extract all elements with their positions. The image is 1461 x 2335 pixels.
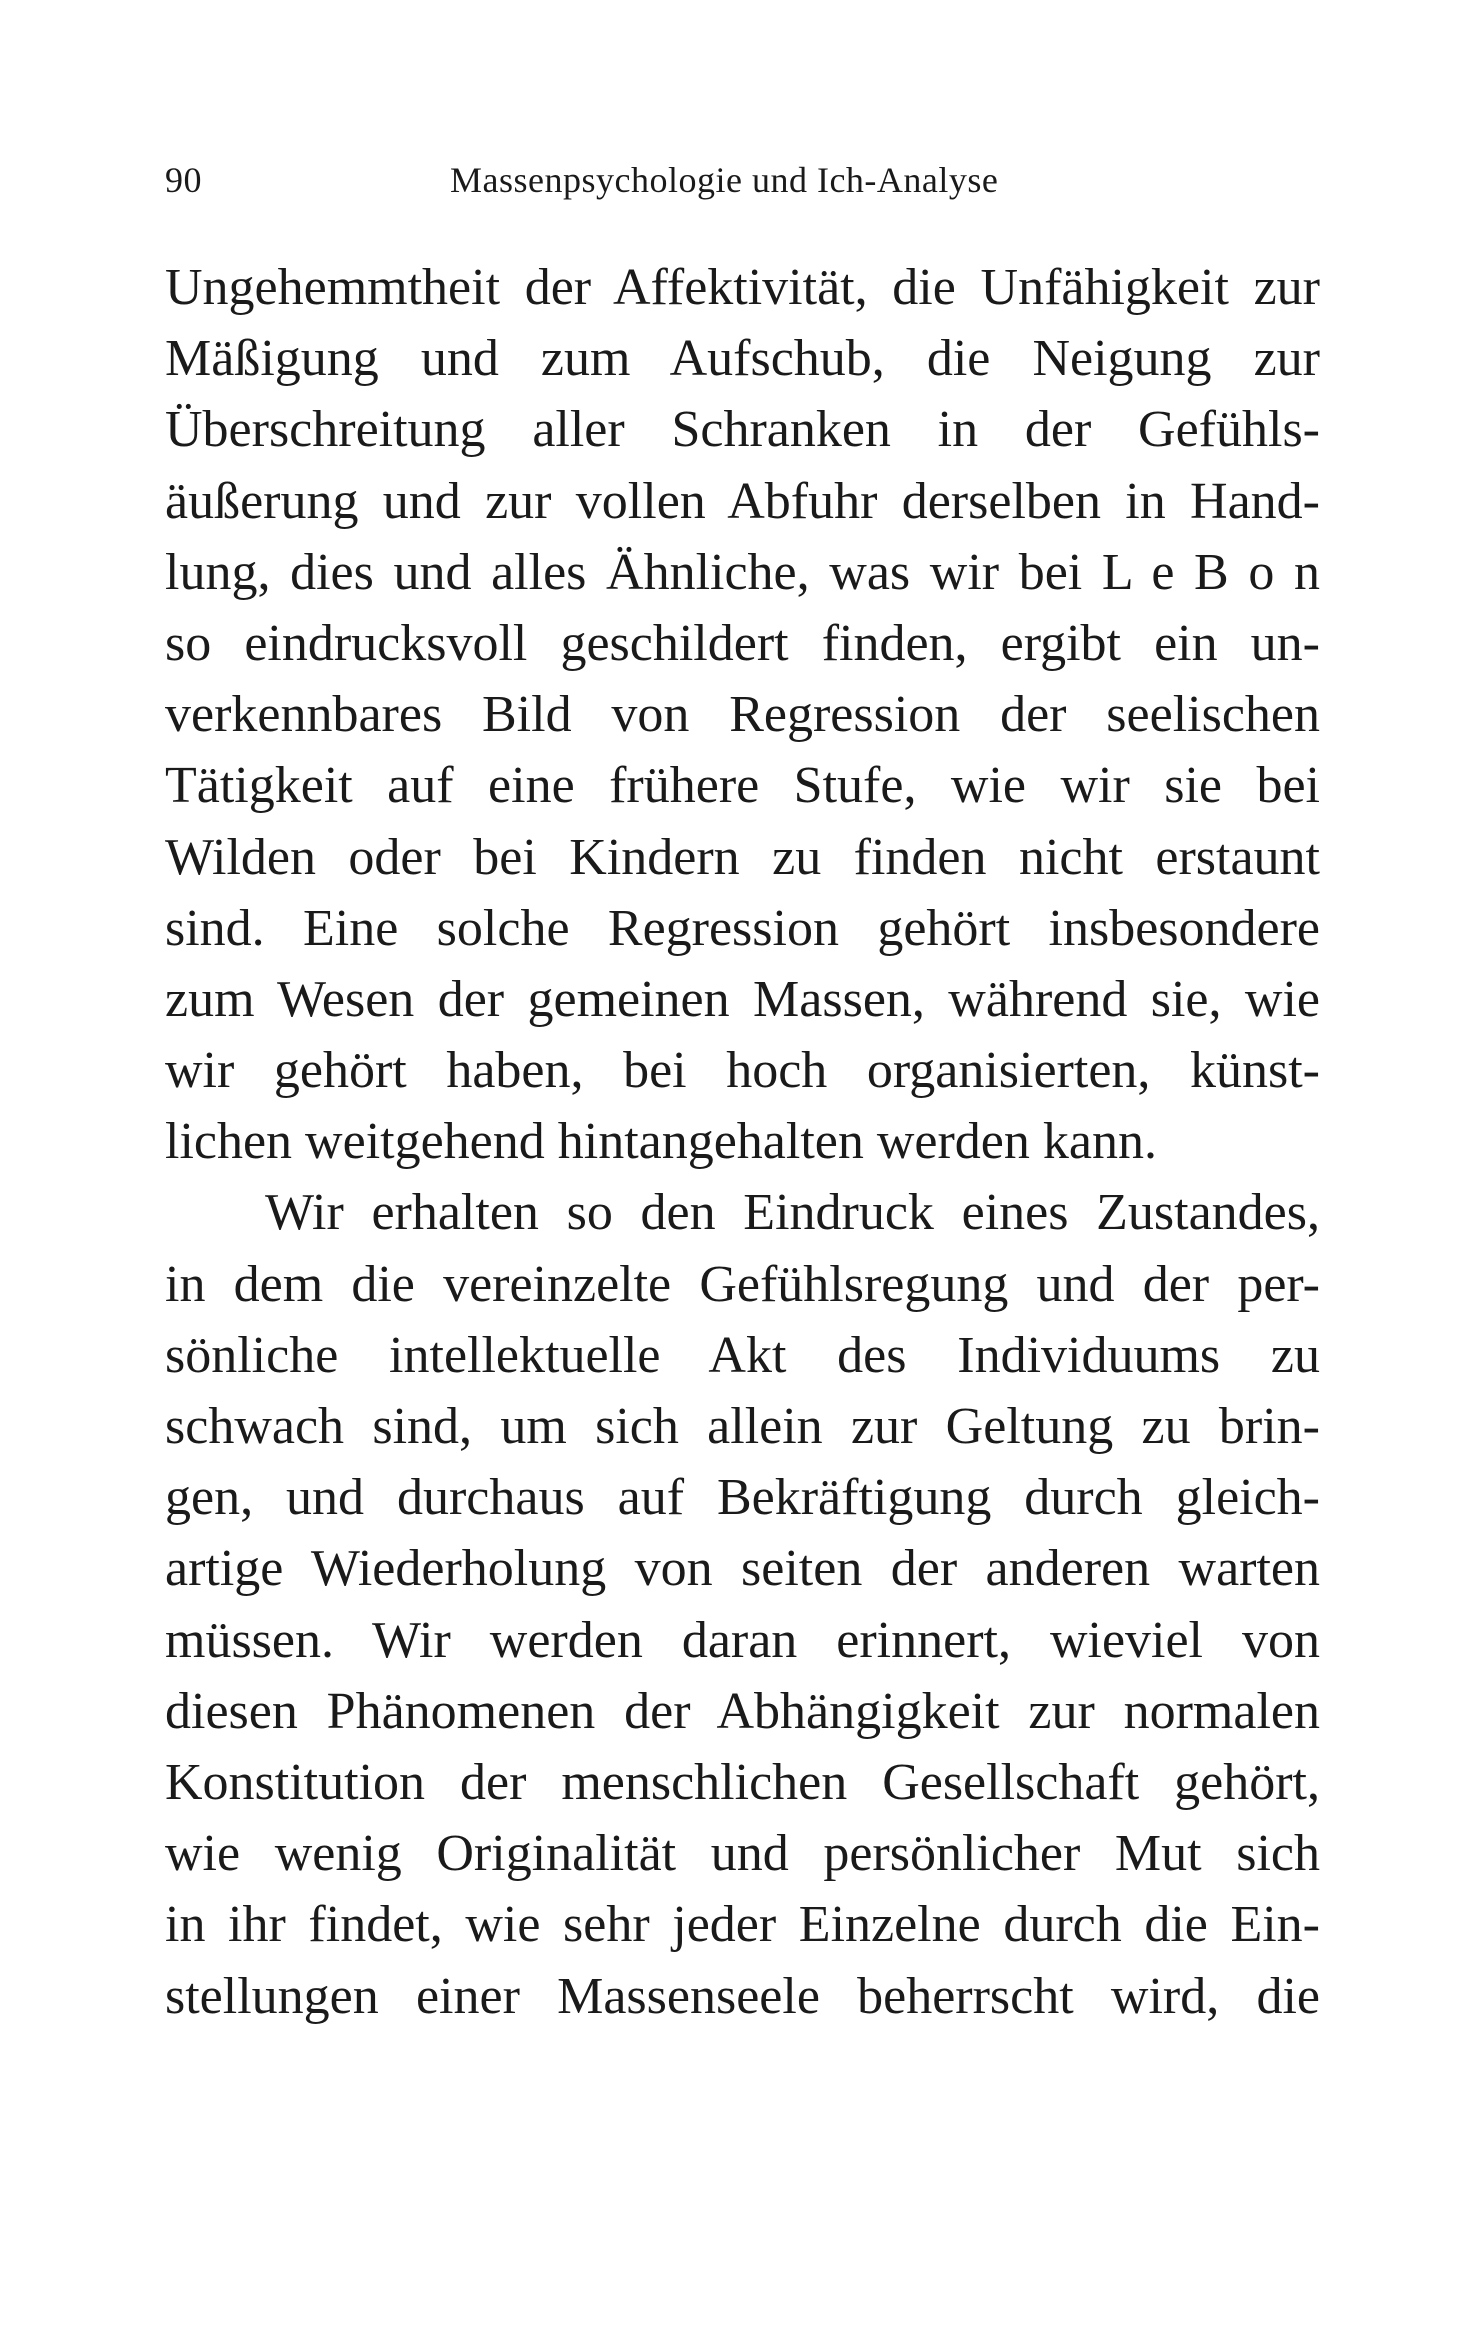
running-title: Massenpsychologie und Ich-Analyse xyxy=(450,160,999,200)
text-line: sind. Eine solche Regression gehört insbesondere xyxy=(165,899,1320,957)
paragraph-end-line: lichen weitgehend hintangehalten werden kann. xyxy=(165,1113,1157,1171)
text-line: artige Wiederholung von seiten der anderen warten xyxy=(165,1540,1320,1598)
text-line: äußerung und zur vollen Abfuhr derselben in Hand- xyxy=(165,472,1320,530)
text-line: wir gehört haben, bei hoch organisierten, künst- xyxy=(165,1042,1320,1100)
text-line: verkennbares Bild von Regression der seelischen xyxy=(165,686,1320,744)
text-line: Wilden oder bei Kindern zu finden nicht erstaunt xyxy=(165,828,1320,886)
text-line: Tätigkeit auf eine frühere Stufe, wie wir sie bei xyxy=(165,757,1320,815)
text-line: schwach sind, um sich allein zur Geltung zu brin- xyxy=(165,1398,1320,1455)
paragraph-start-line: Wir erhalten so den Eindruck eines Zustandes, xyxy=(265,1184,1320,1242)
text-line: zum Wesen der gemeinen Massen, während sie, wie xyxy=(165,970,1320,1028)
text-line: in ihr findet, wie sehr jeder Einzelne durch die Ein- xyxy=(165,1896,1320,1954)
page-header xyxy=(165,155,1320,205)
body-text xyxy=(165,252,1320,2032)
text-line: Konstitution der menschlichen Gesellschaft gehört, xyxy=(165,1753,1320,1811)
text-line: Überschreitung aller Schranken in der Gefühls- xyxy=(165,401,1320,459)
text-line: gen, und durchaus auf Bekräftigung durch gleich- xyxy=(165,1469,1320,1527)
text-line: in dem die vereinzelte Gefühlsregung und der per- xyxy=(165,1255,1320,1313)
text-line: lung, dies und alles Ähnliche, was wir bei L e B o n xyxy=(165,543,1320,601)
page-number: 90 xyxy=(165,160,202,200)
text-line: stellungen einer Massenseele beherrscht wird, die xyxy=(165,1967,1320,2025)
text-line: so eindrucksvoll geschildert finden, ergibt ein un- xyxy=(165,614,1320,672)
text-line: Ungehemmtheit der Affektivität, die Unfähigkeit zur xyxy=(165,259,1320,316)
text-line: sönliche intellektuelle Akt des Individuums zu xyxy=(165,1326,1320,1384)
text-line: Mäßigung und zum Aufschub, die Neigung zur xyxy=(165,330,1320,388)
text-line: müssen. Wir werden daran erinnert, wieviel von xyxy=(165,1611,1320,1669)
text-line: wie wenig Originalität und persönlicher Mut sich xyxy=(165,1825,1320,1883)
text-line: diesen Phänomenen der Abhängigkeit zur normalen xyxy=(165,1682,1320,1740)
